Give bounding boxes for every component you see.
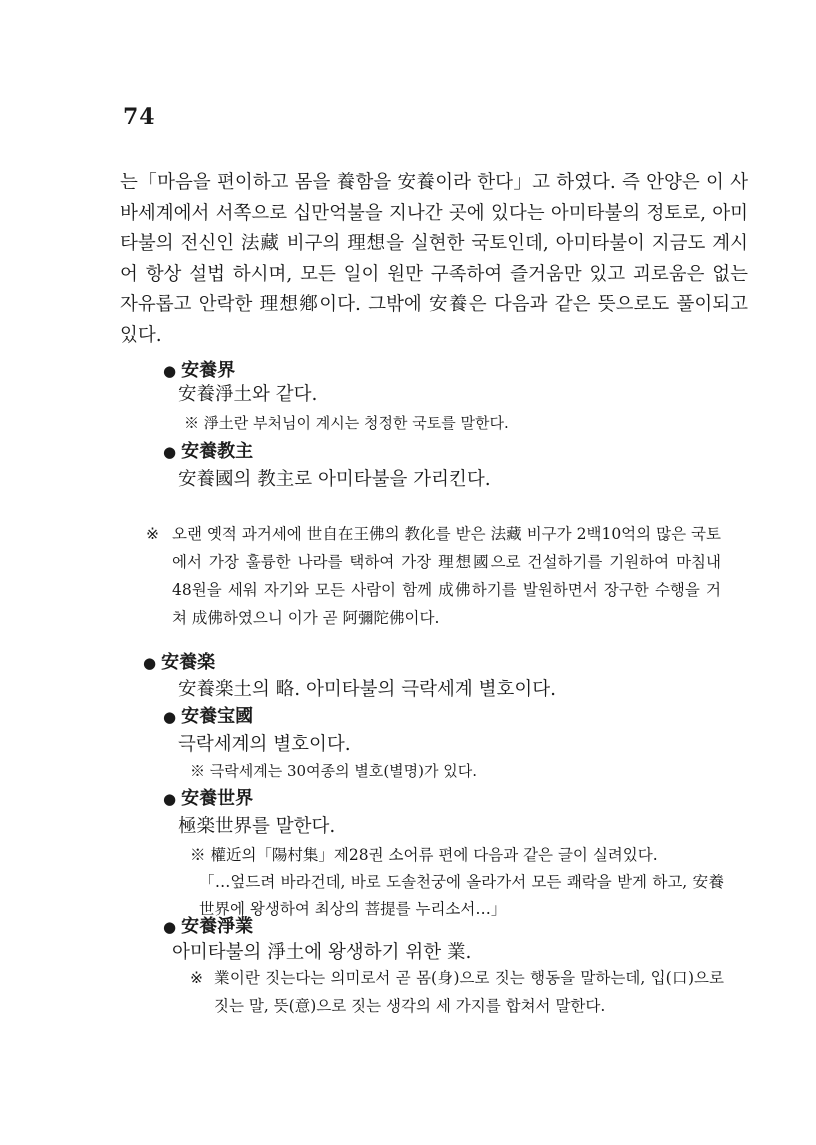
bullet-icon: ● (163, 708, 177, 726)
bullet-icon: ● (163, 790, 177, 808)
entry-heading-anyang-jeongeop (163, 912, 253, 938)
quote-text: 「…엎드려 바라건데, 바로 도솔천궁에 올라가서 모든 쾌락을 받게 하고, 安養世界에 왕생하여 최상의 菩提를 누리소서…」 (199, 873, 724, 918)
entry-note-anyang-gye (184, 412, 509, 433)
long-note-text: 오랜 옛적 과거세에 世自在王佛의 教化를 받은 法藏 비구가 2백10억의 많은 국토에서 가장 훌륭한 나라를 택하여 가장 理想國으로 건설하기를 기원하여 마침내 48원을 세워 자기와 모든 사람이 함께 成佛하기를 발원하면서 장구한 수행을 거쳐 成佛하였으니 이가 곧 阿彌陀佛이다. (172, 525, 721, 627)
entry-heading-anyang-gyoju (163, 437, 253, 463)
entry-note-anyang-segye (190, 842, 724, 923)
note-mark: ※ (190, 846, 206, 864)
note-text: 淨土란 부처님이 계시는 청정한 국토를 말한다. (203, 414, 509, 432)
entry-note-anyang-bogguk (190, 760, 477, 781)
entry-definition-anyang-gyoju: 安養國의 教主로 아미타불을 가리킨다. (178, 469, 491, 490)
entry-heading-text: 安養宝國 (181, 706, 254, 727)
entry-definition-anyang-segye: 極楽世界를 말한다. (178, 816, 336, 837)
note-mark: ※ (190, 969, 203, 987)
entry-heading-anyang-gye (163, 356, 235, 382)
bullet-icon: ● (163, 443, 177, 461)
long-note (146, 520, 721, 632)
note-text: 權近의「陽村集」제28권 소어류 편에 다음과 같은 글이 실려있다. (210, 846, 658, 864)
note-text: 극락세계는 30여종의 별호(별명)가 있다. (209, 762, 478, 780)
entry-definition-anyang-gye: 安養淨土와 같다. (178, 384, 318, 405)
entry-heading-text: 安養淨業 (181, 916, 254, 937)
entry-definition-anyang-jeongeop: 아미타불의 淨土에 왕생하기 위한 業. (172, 942, 472, 963)
note-mark: ※ (184, 414, 200, 432)
note-text: 業이란 짓는다는 의미로서 곧 몸(身)으로 짓는 행동을 말하는데, 입(口)으로 짓는 말, 뜻(意)으로 짓는 생각의 세 가지를 합쳐서 말한다. (214, 969, 724, 1015)
entry-heading-text: 安養楽 (161, 652, 216, 673)
note-mark: ※ (146, 525, 159, 543)
bullet-icon: ● (163, 362, 177, 380)
entry-definition-anyang-bogguk: 극락세계의 별호이다. (178, 734, 351, 755)
entry-heading-anyang-rak (143, 648, 215, 674)
intro-paragraph: 는「마음을 편이하고 몸을 養함을 安養이라 한다」고 하였다. 즉 안양은 이 사바세계에서 서쪽으로 십만억불을 지나간 곳에 있다는 아미타불의 정토로, 아미타불의 전신인 法藏 비구의 理想을 실현한 국토인데, 아미타불이 지금도 계시어 항상 설법 하시며, 모든 일이 원만 구족하여 즐거움만 있고 괴로움은 없는 자유롭고 안락한 理想鄕이다. 그밖에 安養은 다음과 같은 뜻으로도 풀이되고 있다. (120, 172, 748, 346)
bullet-icon: ● (163, 918, 177, 936)
entry-heading-anyang-bogguk (163, 702, 253, 728)
entry-heading-text: 安養界 (181, 360, 236, 381)
entry-heading-anyang-segye (163, 784, 253, 810)
entry-note-anyang-jeongeop (190, 964, 724, 1020)
entry-heading-text: 安養教主 (181, 441, 254, 462)
entry-definition-anyang-rak: 安養楽土의 略. 아미타불의 극락세계 별호이다. (178, 679, 556, 700)
note-mark: ※ (190, 762, 206, 780)
entry-heading-text: 安養世界 (181, 788, 254, 809)
bullet-icon: ● (143, 654, 157, 672)
page-number: 74 (123, 104, 156, 130)
